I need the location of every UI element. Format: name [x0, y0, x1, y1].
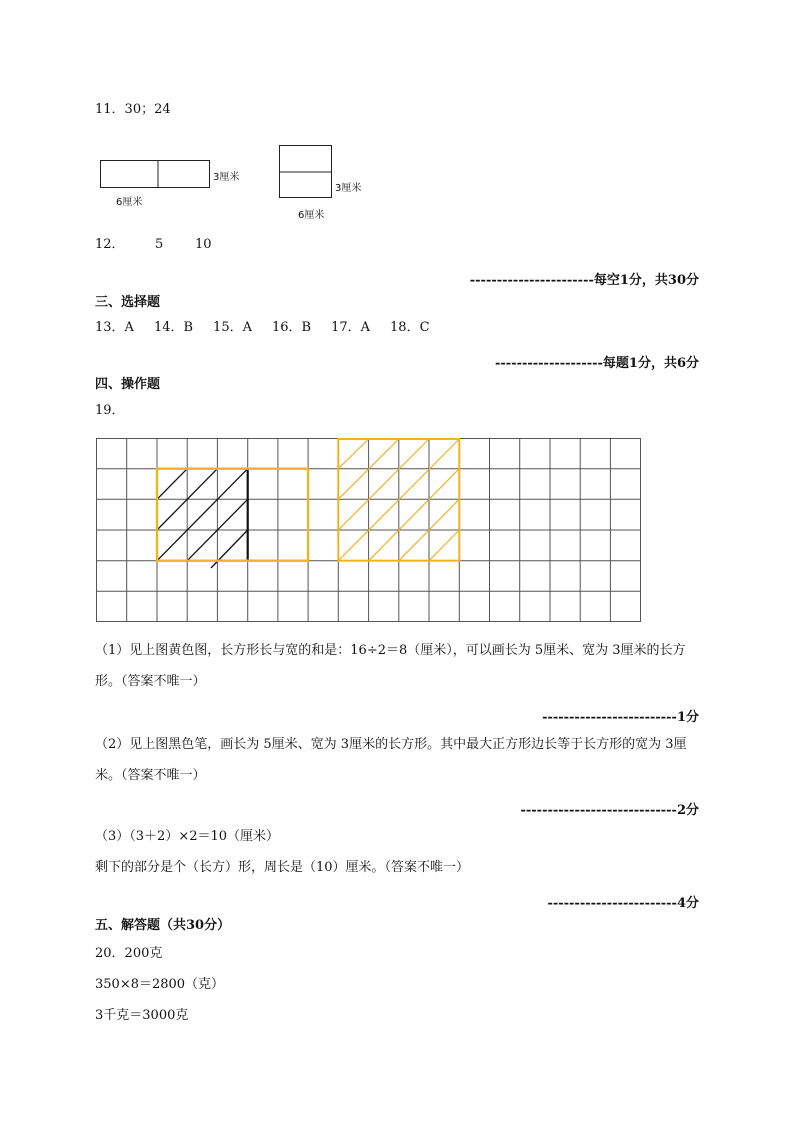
choice-answer-13: 13．A: [95, 320, 134, 335]
rect-figure-1-drawing: [100, 160, 212, 190]
section-5-title: 五、解答题（共30分）: [95, 918, 231, 933]
q19-part1-text: （1）见上图黄色图，长方形长与宽的和是：16÷2＝8（厘米），可以画长为 5厘米、宽为 3厘米的长方形。（答案不唯一）: [95, 643, 686, 689]
q12-answer: [95, 237, 212, 253]
q19-part2-text: （2）见上图黑色笔，画长为 5厘米、宽为 3厘米的长方形。其中最大正方形边长等于长方形的宽为 3厘米。（答案不唯一）: [95, 737, 687, 783]
q20-step1: 350×8＝2800（克）: [95, 977, 225, 992]
choice-answer-15: 15．A: [213, 320, 252, 335]
q12-number: 12．: [95, 237, 125, 252]
q20-answer: 20．200克: [95, 946, 163, 961]
q12-value-b: 10: [195, 237, 212, 252]
section-3-title: 三、选择题: [95, 295, 161, 310]
fig2-height-label: 3厘米: [335, 183, 362, 194]
score-fill-blank: -----------------------每空1分，共30分: [469, 273, 699, 288]
fig1-width-label: 6厘米: [116, 197, 143, 208]
score-part2: -----------------------------2分: [520, 803, 699, 818]
q19-number: 19．: [95, 403, 125, 418]
rect-figure-1: [100, 160, 210, 188]
q19-part3-formula: （3）（3＋2）×2＝10（厘米）: [95, 829, 280, 844]
choice-answer-17: 17．A: [331, 320, 371, 335]
choice-answer-16: 16．B: [271, 320, 312, 335]
score-choice: --------------------每题1分，共6分: [494, 356, 699, 371]
black-hatch: [157, 469, 248, 568]
choice-answer-14: 14．B: [153, 320, 194, 335]
rect-figure-2-drawing: [279, 145, 334, 200]
section-4-title: 四、操作题: [95, 377, 161, 392]
q11-answer: 11．30；24: [95, 102, 171, 117]
choice-answer-18: 18．C: [390, 320, 430, 335]
rect-figure-2: [279, 145, 332, 198]
q19-part3-text: 剩下的部分是个（长方）形，周长是（10）厘米。（答案不唯一）: [95, 860, 470, 875]
grid-figure: [96, 438, 642, 624]
q12-value-a: 5: [155, 237, 164, 252]
score-part1: -------------------------1分: [542, 710, 699, 725]
choice-answers: [95, 320, 450, 336]
q20-step2: 3千克＝3000克: [95, 1008, 189, 1023]
fig2-width-label: 6厘米: [298, 210, 325, 221]
fig1-height-label: 3厘米: [213, 172, 240, 183]
score-part3: ------------------------4分: [547, 896, 699, 911]
